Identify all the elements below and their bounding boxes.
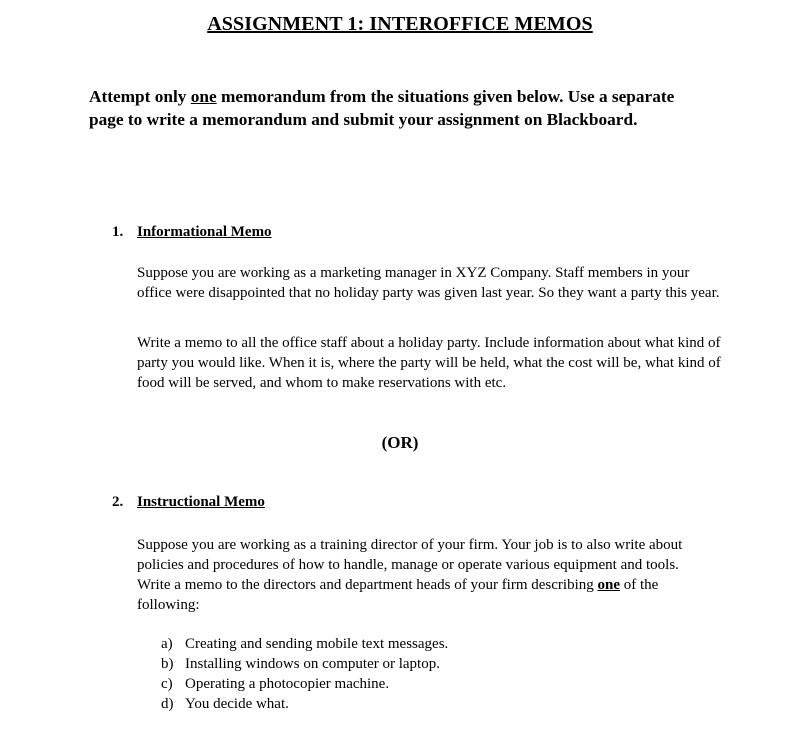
intro-emphasis: one [190,87,217,106]
list-item-text: Installing windows on computer or laptop. [185,656,440,672]
section-2-text-end: of the following: [137,577,659,613]
list-item [161,694,448,714]
section-1-paragraph-2: Write a memo to all the office staff about a holiday party. Include information about what kind of party you would like. When it is, where the party will be held, what the cost will be, what kind of food will be served, and whom to make reservations with etc. [137,335,721,391]
intro-text-start: Attempt only [89,87,191,106]
section-2-text-start: Suppose you are working as a training director of your firm. Your job is to also write about policies and procedures of how to handle, manage or operate various equipment and tools. Write a memo to the directors and department heads of your firm describing [137,537,683,593]
list-item-text: You decide what. [185,696,289,712]
list-item-text: Creating and sending mobile text messages. [185,636,449,652]
section-2-heading [112,494,265,511]
list-item [161,654,448,674]
or-separator: (OR) [381,433,419,452]
options-list [161,634,448,714]
section-1-title: Informational Memo [137,224,272,240]
page-title: ASSIGNMENT 1: INTEROFFICE MEMOS [207,13,593,35]
section-1-number: 1. [112,224,124,240]
section-2-emphasis: one [597,577,620,593]
section-1-heading [112,224,272,241]
section-2-number: 2. [112,494,124,510]
list-item-marker: d) [161,696,174,712]
section-2-paragraph [137,535,712,615]
intro-text-end: memorandum from the situations given below. Use a separate page to write a memorandum and submit your assignment on Blackboard. [89,87,675,129]
list-item-text: Operating a photocopier machine. [185,676,390,692]
list-item-marker: b) [161,656,174,672]
section-1-paragraph-1: Suppose you are working as a marketing manager in XYZ Company. Staff members in your office were disappointed that no holiday party was given last year. So they want a party this year. [137,265,720,301]
list-item [161,634,448,654]
list-item-marker: c) [161,676,173,692]
list-item [161,674,448,694]
assignment-instructions [89,86,689,131]
list-item-marker: a) [161,636,173,652]
section-2-title: Instructional Memo [137,494,265,510]
